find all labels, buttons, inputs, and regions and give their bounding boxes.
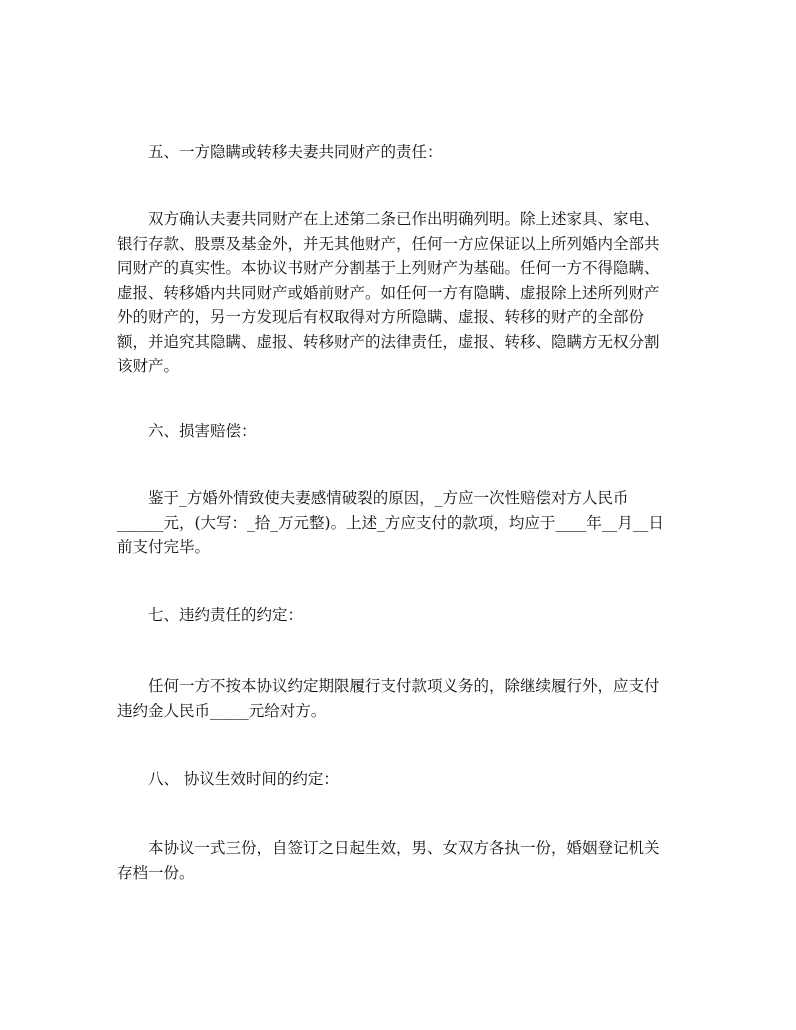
paragraph-line: 鉴于_方婚外情致使夫妻感情破裂的原因，_方应一次性赔偿对方人民币: [148, 489, 629, 507]
paragraph-line: 本协议一式三份，自签订之日起生效，男、女双方各执一份，婚姻登记机关: [148, 839, 660, 857]
paragraph-line: 外的财产的，另一方发现后有权取得对方所隐瞒、虚报、转移的财产的全部份: [117, 308, 645, 326]
paragraph-line: 违约金人民币_____元给对方。: [117, 701, 327, 720]
paragraph-line: 任何一方不按本协议约定期限履行支付款项义务的，除继续履行外，应支付: [148, 677, 660, 695]
paragraph-line: ______元，(大写：_拾_万元整)。上述_方应支付的款项，均应于____年__月__日: [117, 513, 664, 532]
paragraph-line: 虚报、转移婚内共同财产或婚前财产。如任何一方有隐瞒、虚报除上述所列财产: [117, 283, 660, 302]
section-5-heading: 五、一方隐瞒或转移夫妻共同财产的责任：: [148, 143, 443, 161]
section-5-paragraph: [117, 207, 677, 379]
section-6-paragraph: [117, 486, 677, 560]
section-8-paragraph: [117, 836, 677, 885]
section-7-heading: 七、违约责任的约定：: [148, 606, 304, 624]
paragraph-line: 存档一份。: [117, 863, 195, 882]
paragraph-line: 前支付完毕。: [117, 538, 211, 556]
paragraph-line: 同财产的真实性。本协议书财产分割基于上列财产为基础。任何一方不得隐瞒、: [117, 259, 660, 277]
section-7-paragraph: [117, 674, 677, 723]
section-6-heading: 六、损害赔偿：: [148, 422, 257, 440]
paragraph-line: 银行存款、股票及基金外，并无其他财产，任何一方应保证以上所列婚内全部共: [117, 234, 660, 253]
paragraph-line: 双方确认夫妻共同财产在上述第二条已作出明确列明。除上述家具、家电、: [148, 210, 660, 228]
section-8-heading: 八、 协议生效时间的约定：: [148, 770, 339, 788]
paragraph-line: 额，并追究其隐瞒、虚报、转移财产的法律责任，虚报、转移、隐瞒方无权分割: [117, 332, 660, 351]
paragraph-line: 该财产。: [117, 357, 180, 375]
